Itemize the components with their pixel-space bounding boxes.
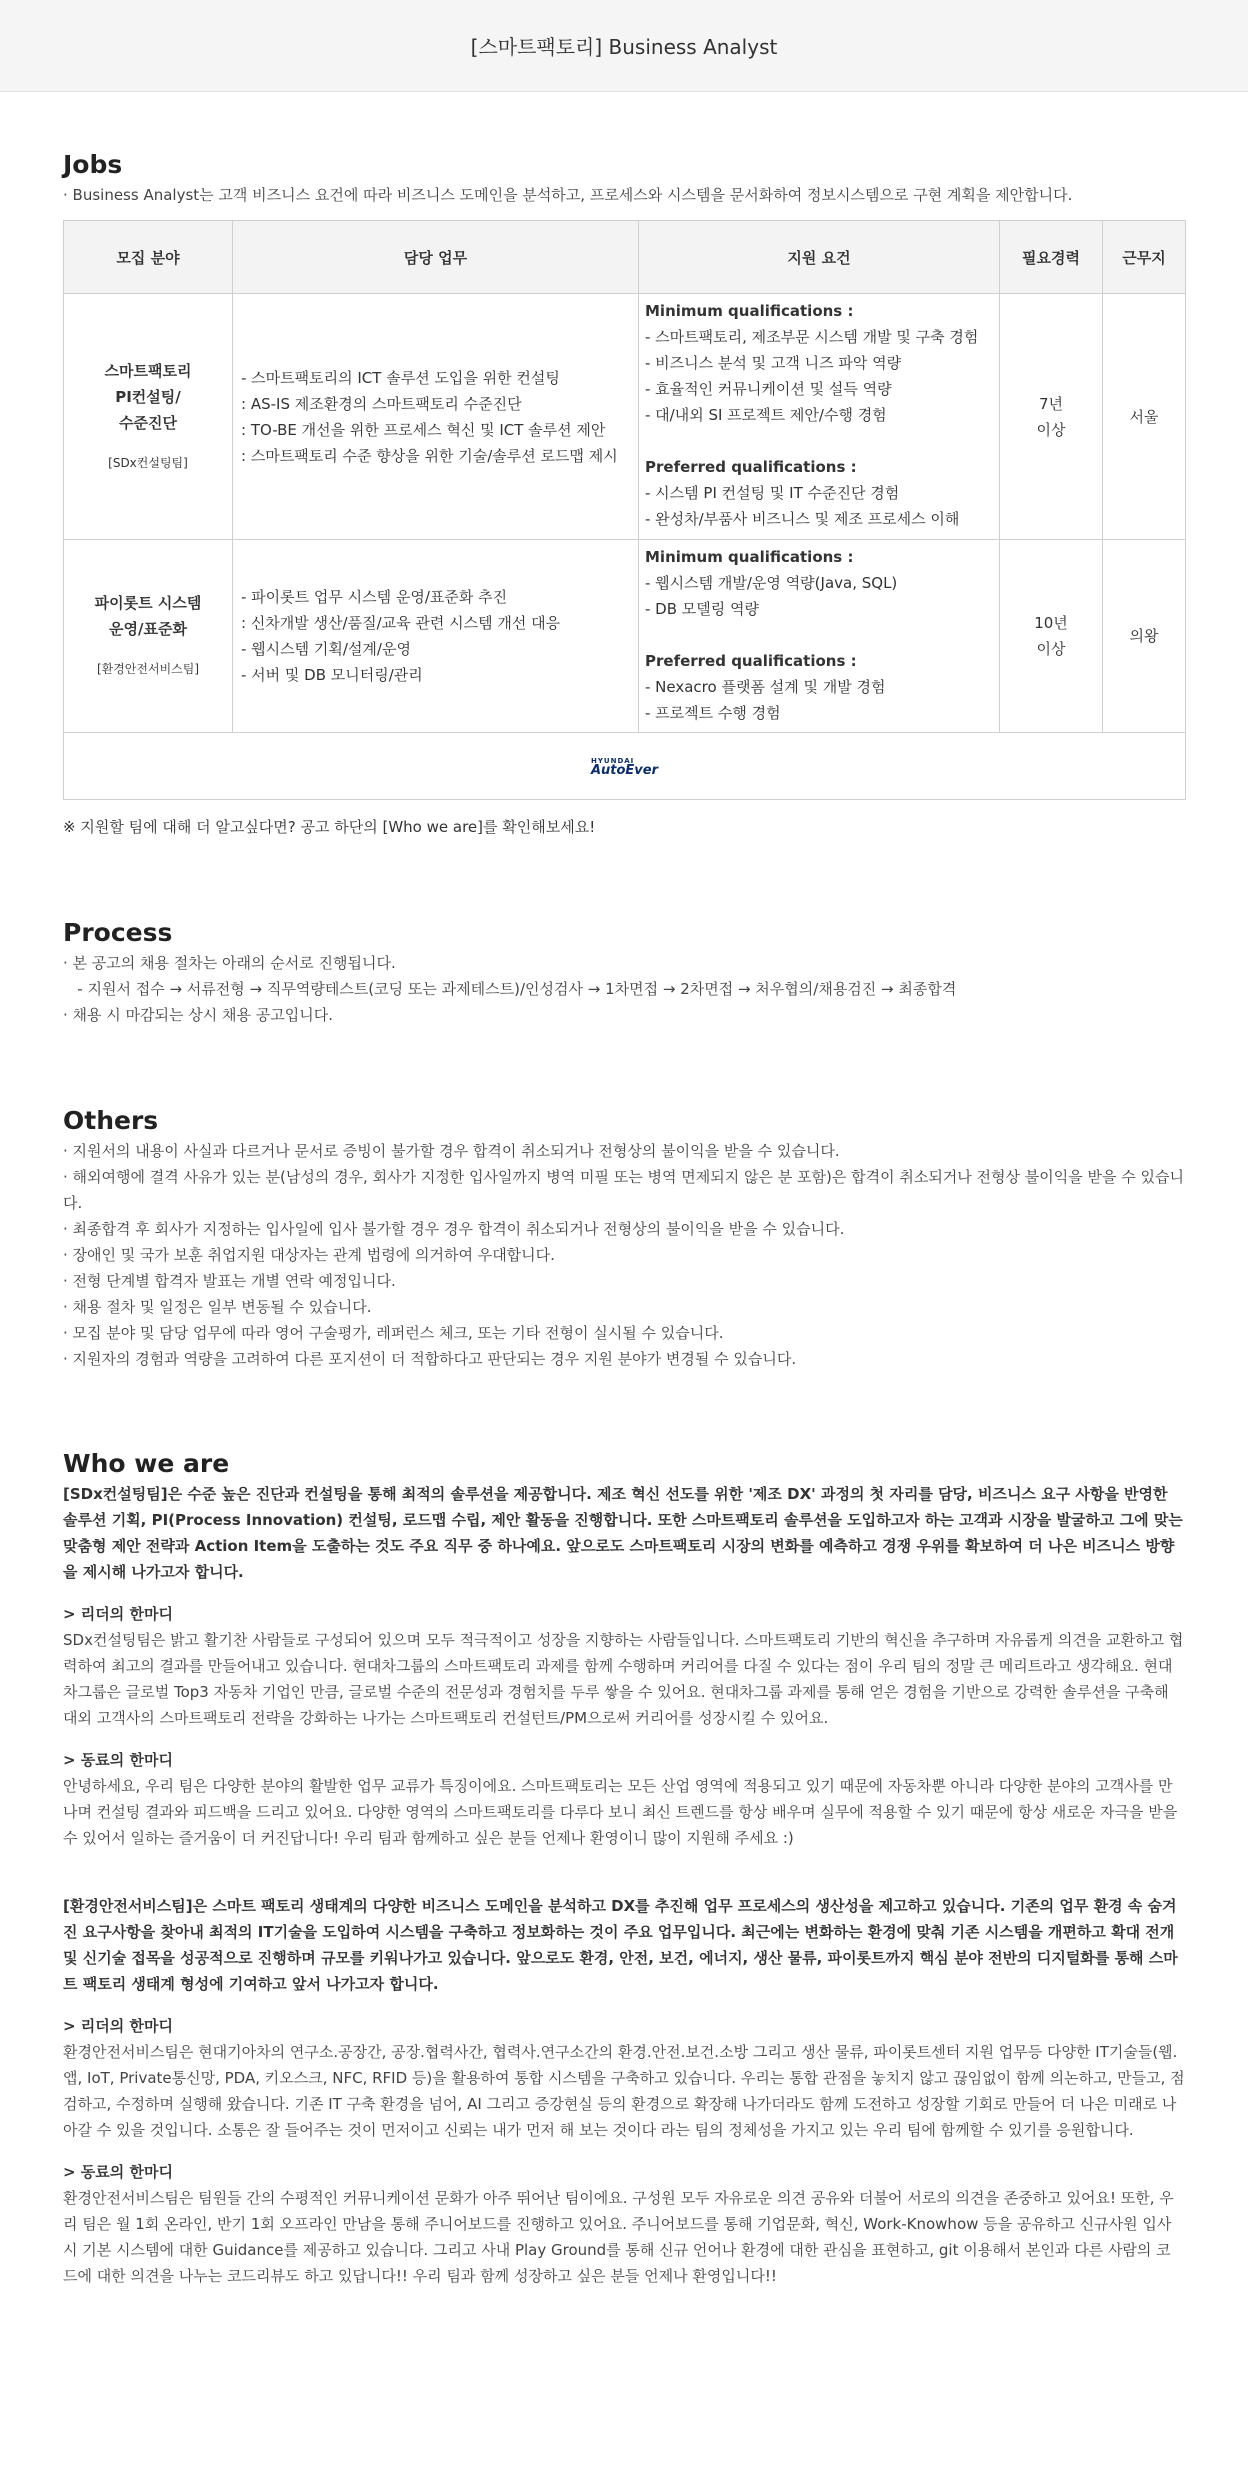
requirement-line: - DB 모델링 역량 (645, 600, 760, 618)
logo-row (64, 733, 1186, 800)
logo-bottom-text: AutoEver (590, 763, 659, 778)
peer-message: 안녕하세요, 우리 팀은 다양한 분야의 활발한 업무 교류가 특징이에요. 스마트팩토리는 모든 산업 영역에 적용되고 있기 때문에 자동차뿐 아니라 다양한 분야의 고객사를 만나며 컨설팅 결과와 피드백을 드리고 있어요. 다양한 영역의 스마트팩토리를 다루다 보니 최신 트렌드를 항상 배우며 실무에 적용할 수 있기 때문에 항상 새로운 자극을 받을 수 있어서 일하는 즐거움이 더 커진답니다! 우리 팀과 함께하고 싶은 분들 언제나 환영이니 많이 지원해 주세요 :) (63, 1777, 1178, 1847)
requirement-line: - 효율적인 커뮤니케이션 및 설득 역량 (645, 380, 892, 398)
leader-title: > 리더의 한마디 (63, 1605, 173, 1623)
job-requirements-cell (639, 294, 1000, 540)
job-field-cell (64, 540, 233, 733)
requirement-line: - 프로젝트 수행 경험 (645, 704, 781, 722)
job-field-line: 스마트팩토리 (104, 361, 192, 380)
duty-line: : 신차개발 생산/품질/교육 관련 시스템 개선 대응 (241, 614, 561, 632)
duty-line: - 스마트팩토리의 ICT 솔루션 도입을 위한 컨설팅 (241, 368, 560, 387)
job-requirements-cell (639, 540, 1000, 733)
others-line: · 채용 절차 및 일정은 일부 변동될 수 있습니다. (63, 1298, 372, 1316)
duty-line: : TO-BE 개선을 위한 프로세스 혁신 및 ICT 솔루션 제안 (241, 420, 606, 439)
team-name: [환경안전서비스팀] (96, 662, 200, 676)
job-location-cell: 의왕 (1103, 540, 1186, 733)
table-row (64, 294, 1186, 540)
process-title: Process (63, 918, 173, 947)
job-field-line: 수준진단 (119, 413, 177, 432)
job-field-line: 운영/표준화 (109, 620, 187, 638)
career-line: 이상 (1036, 420, 1066, 439)
duty-line: : 스마트팩토리 수준 향상을 위한 기술/솔루션 로드맵 제시 (241, 446, 618, 465)
who-section (63, 1447, 1185, 2289)
team-intro: [환경안전서비스팀]은 스마트 팩토리 생태계의 다양한 비즈니스 도메인을 분석하고 DX를 추진해 업무 프로세스의 생산성을 제고하고 있습니다. 기존의 업무 환경 속 숨겨진 요구사항을 찾아내 최적의 IT기술을 도입하여 시스템을 구축하고 정보화하는 것이 주요 업무입니다. 최근에는 변화하는 환경에 맞춰 기존 시스템을 개편하고 확대 전개 및 신기술 접목을 성공적으로 진행하며 규모를 키워나가고 있습니다. 앞으로도 환경, 안전, 보건, 에너지, 생산 물류, 파이롯트까지 핵심 분야 전반의 디지털화를 통해 스마트 팩토리 생태계 형성에 기여하고 앞서 나가고자 합니다. (63, 1897, 1178, 1993)
page-title: [스마트팩토리] Business Analyst (470, 35, 778, 59)
col-header-field: 모집 분야 (64, 221, 233, 294)
others-line: · 해외여행에 결격 사유가 있는 분(남성의 경우, 회사가 지정한 입사일까지 병역 미필 또는 병역 면제되지 않은 분 포함)은 합격이 취소되거나 전형상 불이익을 받을 수 있습니다. (63, 1168, 1185, 1212)
others-title: Others (63, 1106, 159, 1135)
job-duty-cell (233, 294, 639, 540)
leader-message: SDx컨설팅팀은 밝고 활기찬 사람들로 구성되어 있으며 모두 적극적이고 성장을 지향하는 사람들입니다. 스마트팩토리 기반의 혁신을 추구하며 자유롭게 의견을 교환하고 협력하여 최고의 결과를 만들어내고 있습니다. 현대차그룹의 스마트팩토리 과제를 함께 수행하며 커리어를 다질 수 있다는 점이 우리 팀의 정말 큰 메리트라고 생각해요. 현대차그룹은 글로벌 Top3 자동차 기업인 만큼, 글로벌 수준의 전문성과 경험치를 두루 쌓을 수 있어요. 현대차그룹 과제를 통해 얻은 경험을 기반으로 강력한 솔루션을 구축해 대외 고객사의 스마트팩토리 전략을 강화하는 나가는 스마트팩토리 컨설턴트/PM으로써 커리어를 성장시킬 수 있어요. (63, 1631, 1184, 1727)
process-line: · 채용 시 마감되는 상시 채용 공고입니다. (63, 1006, 333, 1024)
requirement-line: - 시스템 PI 컨설팅 및 IT 수준진단 경험 (645, 484, 900, 502)
logo-cell (64, 733, 1186, 800)
col-header-requirements: 지원 요건 (639, 221, 1000, 294)
col-header-location: 근무지 (1103, 221, 1186, 294)
career-line: 7년 (1038, 394, 1064, 413)
others-line: · 모집 분야 및 담당 업무에 따라 영어 구술평가, 레퍼런스 체크, 또는 기타 전형이 실시될 수 있습니다. (63, 1324, 724, 1342)
process-line: · 본 공고의 채용 절차는 아래의 순서로 진행됩니다. (63, 954, 396, 972)
table-header-row (64, 221, 1186, 294)
duty-line: - 웹시스템 기획/설계/운영 (241, 640, 411, 658)
leader-message: 환경안전서비스팀은 현대기아차의 연구소.공장간, 공장.협력사간, 협력사.연구소간의 환경.안전.보건.소방 그리고 생산 물류, 파이롯트센터 지원 업무등 다양한 IT기술들(웹.앱, IoT, Private통신망, PDA, 키오스크, NFC, RFID 등)을 활용하여 통합 시스템을 구축하고 있습니다. 우리는 통합 관점을 놓치지 않고 끊임없이 함께 의논하고, 만들고, 점검하고, 수정하며 실행해 왔습니다. 기존 IT 구축 환경을 넘어, AI 그리고 증강현실 등의 환경으로 확장해 나가더라도 함께 도전하고 성장할 기회로 만들어 더 나은 미래로 나아갈 수 있을 것입니다. 소통은 잘 들어주는 것이 먼저이고 신뢰는 내가 먼저 해 보는 것이다 라는 팀의 정체성을 가지고 있는 우리 팀에 함께할 수 있기를 응원합니다. (63, 2043, 1185, 2139)
job-duty-cell (233, 540, 639, 733)
duty-line: : AS-IS 제조환경의 스마트팩토리 수준진단 (241, 394, 522, 413)
peer-title: > 동료의 한마디 (63, 1751, 173, 1769)
others-line: · 지원자의 경험과 역량을 고려하여 다른 포지션이 더 적합하다고 판단되는 경우 지원 분야가 변경될 수 있습니다. (63, 1350, 797, 1368)
table-row (64, 540, 1186, 733)
requirement-line: - 비즈니스 분석 및 고객 니즈 파악 역량 (645, 354, 902, 372)
peer-title: > 동료의 한마디 (63, 2163, 173, 2181)
process-section (63, 916, 1185, 1028)
job-career-cell (1000, 294, 1103, 540)
hyundai-autoever-logo (591, 756, 658, 776)
logo-top-text: HYUNDAI (590, 757, 635, 765)
jobs-title: Jobs (63, 150, 123, 179)
team-intro: [SDx컨설팅팀]은 수준 높은 진단과 컨설팅을 통해 최적의 솔루션을 제공합니다. 제조 혁신 선도를 위한 '제조 DX' 과정의 첫 자리를 담당, 비즈니스 요구 사항을 반영한 솔루션 기획, PI(Process Innovation) 컨설팅, 로드맵 수립, 제안 활동을 진행합니다. 또한 스마트팩토리 솔루션을 도입하고자 하는 고객과 시장을 발굴하고 그에 맞는 맞춤형 제안 전략과 Action Item을 도출하는 것도 주요 직무 중 하나예요. 앞으로도 스마트팩토리 시장의 변화를 예측하고 경쟁 우위를 확보하여 더 나은 비즈니스 방향을 제시해 나가고자 합니다. (63, 1485, 1183, 1581)
process-line: - 지원서 접수 → 서류전형 → 직무역량테스트(코딩 또는 과제테스트)/인성검사 → 1차면접 → 2차면접 → 처우협의/채용검진 → 최종합격 (63, 980, 957, 998)
requirement-line: - Nexacro 플랫폼 설계 및 개발 경험 (645, 678, 886, 696)
peer-message: 환경안전서비스팀은 팀원들 간의 수평적인 커뮤니케이션 문화가 아주 뛰어난 팀이에요. 구성원 모두 자유로운 의견 공유와 더불어 서로의 의견을 존중하고 있어요! 또한, 우리 팀은 월 1회 온라인, 반기 1회 오프라인 만남을 통해 주니어보드를 진행하고 있어요. 주니어보드를 통해 기업문화, 혁신, Work-Knowhow 등을 공유하고 신규사원 입사 시 기본 시스템에 대한 Guidance를 제공하고 있습니다. 그리고 사내 Play Ground를 통해 신규 언어나 환경에 대한 관심을 표현하고, git 이용해서 본인과 다른 사람의 코드에 대한 의견을 나누는 코드리뷰도 하고 있답니다!! 우리 팀과 함께 성장하고 싶은 분들 언제나 환영입니다!! (63, 2189, 1174, 2285)
min-qualifications-title: Minimum qualifications : (645, 302, 854, 320)
others-line: · 장애인 및 국가 보훈 취업지원 대상자는 관계 법령에 의거하여 우대합니다. (63, 1246, 555, 1264)
others-section (63, 1104, 1185, 1372)
job-field-line: PI컨설팅/ (115, 387, 181, 406)
requirement-line: - 완성차/부품사 비즈니스 및 제조 프로세스 이해 (645, 510, 960, 528)
page-content (0, 92, 1248, 2289)
others-line: · 전형 단계별 합격자 발표는 개별 연락 예정입니다. (63, 1272, 396, 1290)
jobs-section (63, 92, 1185, 840)
requirement-line: - 웹시스템 개발/운영 역량(Java, SQL) (645, 574, 898, 592)
jobs-note: ※ 지원할 팀에 대해 더 알고싶다면? 공고 하단의 [Who we are]를 확인해보세요! (63, 818, 596, 836)
col-header-career: 필요경력 (1000, 221, 1103, 294)
career-line: 10년 (1034, 614, 1068, 632)
others-line: · 지원서의 내용이 사실과 다르거나 문서로 증빙이 불가할 경우 합격이 취소되거나 전형상의 불이익을 받을 수 있습니다. (63, 1142, 840, 1160)
duty-line: - 파이롯트 업무 시스템 운영/표준화 추진 (241, 588, 508, 606)
job-field-cell (64, 294, 233, 540)
pref-qualifications-title: Preferred qualifications : (645, 652, 857, 670)
jobs-table (63, 220, 1186, 800)
jobs-intro: · Business Analyst는 고객 비즈니스 요건에 따라 비즈니스 도메인을 분석하고, 프로세스와 시스템을 문서화하여 정보시스템으로 구현 계획을 제안합니다. (63, 186, 1073, 204)
job-field-line: 파이롯트 시스템 (94, 594, 202, 612)
career-line: 이상 (1036, 640, 1066, 658)
job-career-cell (1000, 540, 1103, 733)
team-name: [SDx컨설팅팀] (108, 455, 188, 470)
pref-qualifications-title: Preferred qualifications : (645, 458, 857, 476)
leader-title: > 리더의 한마디 (63, 2017, 173, 2035)
min-qualifications-title: Minimum qualifications : (645, 548, 854, 566)
col-header-duty: 담당 업무 (233, 221, 639, 294)
page-header (0, 0, 1248, 92)
job-location-cell: 서울 (1103, 294, 1186, 540)
requirement-line: - 스마트팩토리, 제조부문 시스템 개발 및 구축 경험 (645, 328, 979, 346)
who-title: Who we are (63, 1449, 230, 1478)
requirement-line: - 대/내외 SI 프로젝트 제안/수행 경험 (645, 406, 887, 424)
duty-line: - 서버 및 DB 모니터링/관리 (241, 666, 423, 684)
others-line: · 최종합격 후 회사가 지정하는 입사일에 입사 불가할 경우 경우 합격이 취소되거나 전형상의 불이익을 받을 수 있습니다. (63, 1220, 845, 1238)
